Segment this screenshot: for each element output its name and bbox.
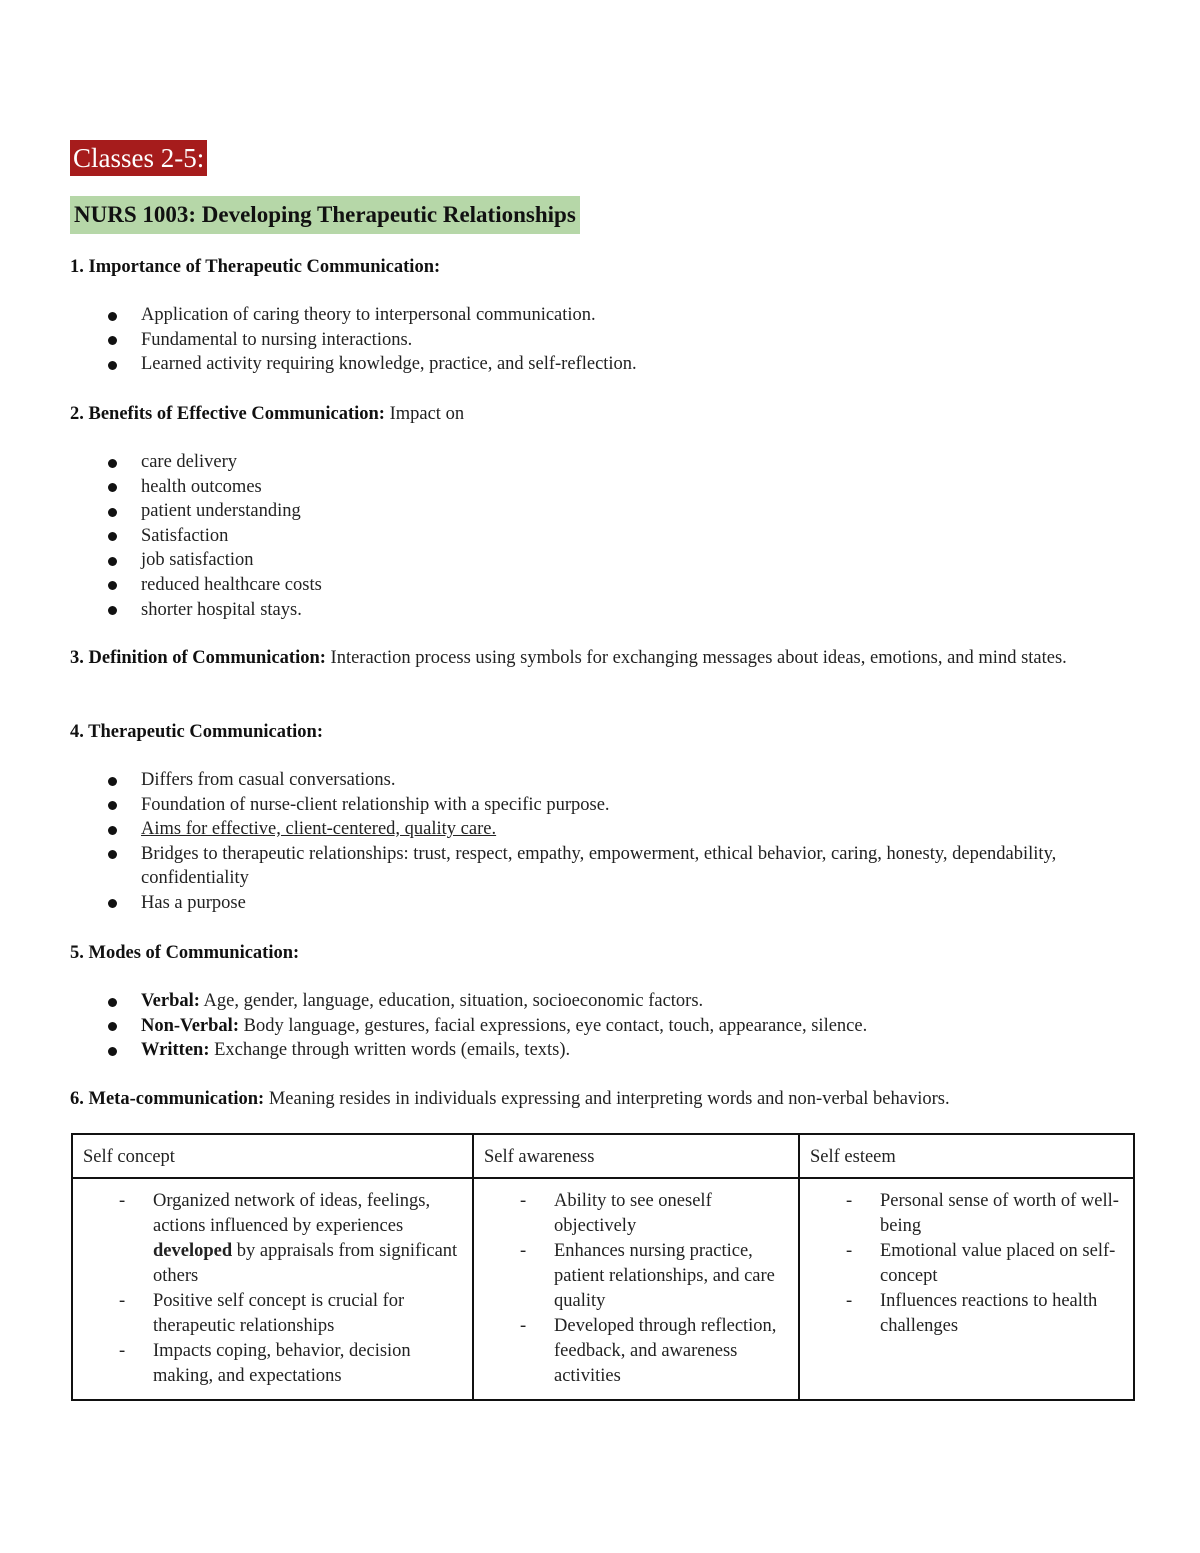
section-heading: 2. Benefits of Effective Communication: [70, 404, 385, 424]
list-item: Fundamental to nursing interactions. [106, 328, 1116, 353]
list-item [106, 1038, 1116, 1063]
list-item: shorter hospital stays. [106, 598, 1116, 623]
list-item [106, 1014, 1116, 1039]
section-3-paragraph [70, 646, 1134, 671]
list-item [106, 989, 1116, 1014]
list-item: - Influences reactions to health challenges [808, 1289, 1129, 1339]
section-heading: 1. Importance of Therapeutic Communication: [70, 257, 441, 277]
section-text: Interaction process using symbols for exchanging messages about ideas, emotions, and mind states. [325, 648, 1067, 668]
list-item: - Personal sense of worth of well-being [808, 1189, 1129, 1239]
section-1-list [106, 303, 1116, 377]
cell-list [808, 1189, 1129, 1339]
mode-text: Body language, gestures, facial expressions, eye contact, touch, appearance, silence. [238, 1015, 868, 1036]
section-4-heading [70, 720, 1134, 745]
table-cell [473, 1178, 799, 1400]
section-1-heading [70, 255, 1134, 280]
section-5-heading [70, 941, 1134, 966]
list-item: - Developed through reflection, feedback, and awareness activities [482, 1314, 794, 1389]
section-4-list [106, 768, 1116, 916]
table-cell [72, 1178, 473, 1400]
section-heading: 6. Meta-communication: [70, 1089, 265, 1109]
list-item: - Ability to see oneself objectively [482, 1189, 794, 1239]
list-item: Learned activity requiring knowledge, practice, and self-reflection. [106, 352, 1116, 377]
table-header-cell: Self esteem [799, 1134, 1134, 1178]
list-item-text: Organized network of ideas, feelings, actions influenced by experiences [153, 1191, 431, 1236]
section-text: Impact on [384, 404, 465, 424]
list-item: Differs from casual conversations. [106, 768, 1116, 793]
cell-list [81, 1189, 468, 1389]
table-header-cell: Self concept [72, 1134, 473, 1178]
section-2-heading [70, 402, 1134, 427]
class-tag: Classes 2-5: [70, 140, 207, 176]
list-item: Application of caring theory to interpersonal communication. [106, 303, 1116, 328]
section-heading: 5. Modes of Communication: [70, 943, 300, 963]
list-item: - Positive self concept is crucial for therapeutic relationships [81, 1289, 468, 1339]
list-item: job satisfaction [106, 548, 1116, 573]
mode-label: Non-Verbal: [141, 1015, 239, 1036]
mode-text: Exchange through written words (emails, texts). [209, 1040, 571, 1061]
mode-label: Verbal: [141, 991, 200, 1011]
list-item: Has a purpose [106, 891, 1116, 916]
list-item: Satisfaction [106, 524, 1116, 549]
course-title: NURS 1003: Developing Therapeutic Relationships [70, 196, 580, 234]
mode-text: Age, gender, language, education, situation, socioeconomic factors. [199, 991, 704, 1011]
list-item: reduced healthcare costs [106, 573, 1116, 598]
list-item: - Enhances nursing practice, patient relationships, and care quality [482, 1239, 794, 1314]
list-item [106, 817, 1116, 842]
section-2-list [106, 450, 1116, 622]
list-item: health outcomes [106, 475, 1116, 500]
list-item: Bridges to therapeutic relationships: trust, respect, empathy, empowerment, ethical behavior, caring, honesty, dependability, confidentiality [106, 842, 1116, 891]
list-item: - Impacts coping, behavior, decision making, and expectations [81, 1339, 468, 1389]
section-text: Meaning resides in individuals expressing and interpreting words and non-verbal behaviors. [264, 1089, 950, 1109]
list-item: - Emotional value placed on self-concept [808, 1239, 1129, 1289]
list-item: patient understanding [106, 499, 1116, 524]
mode-label: Written: [141, 1040, 210, 1061]
table-cell [799, 1178, 1134, 1400]
list-item [81, 1189, 468, 1289]
list-item-text: by appraisals from significant others [153, 1241, 458, 1286]
table-header-cell: Self awareness [473, 1134, 799, 1178]
section-heading: 4. Therapeutic Communication: [70, 722, 324, 742]
table-header-row [72, 1134, 1134, 1178]
list-item: care delivery [106, 450, 1116, 475]
list-item: Foundation of nurse-client relationship with a specific purpose. [106, 793, 1116, 818]
bold-text: developed [153, 1241, 233, 1261]
section-heading: 3. Definition of Communication: [70, 648, 326, 668]
self-concept-table [71, 1133, 1135, 1401]
underlined-text: Aims for effective, client-centered, quality care. [141, 819, 497, 840]
table-row [72, 1178, 1134, 1400]
cell-list [482, 1189, 794, 1389]
section-6-paragraph [70, 1087, 1134, 1112]
section-5-list [106, 989, 1116, 1063]
